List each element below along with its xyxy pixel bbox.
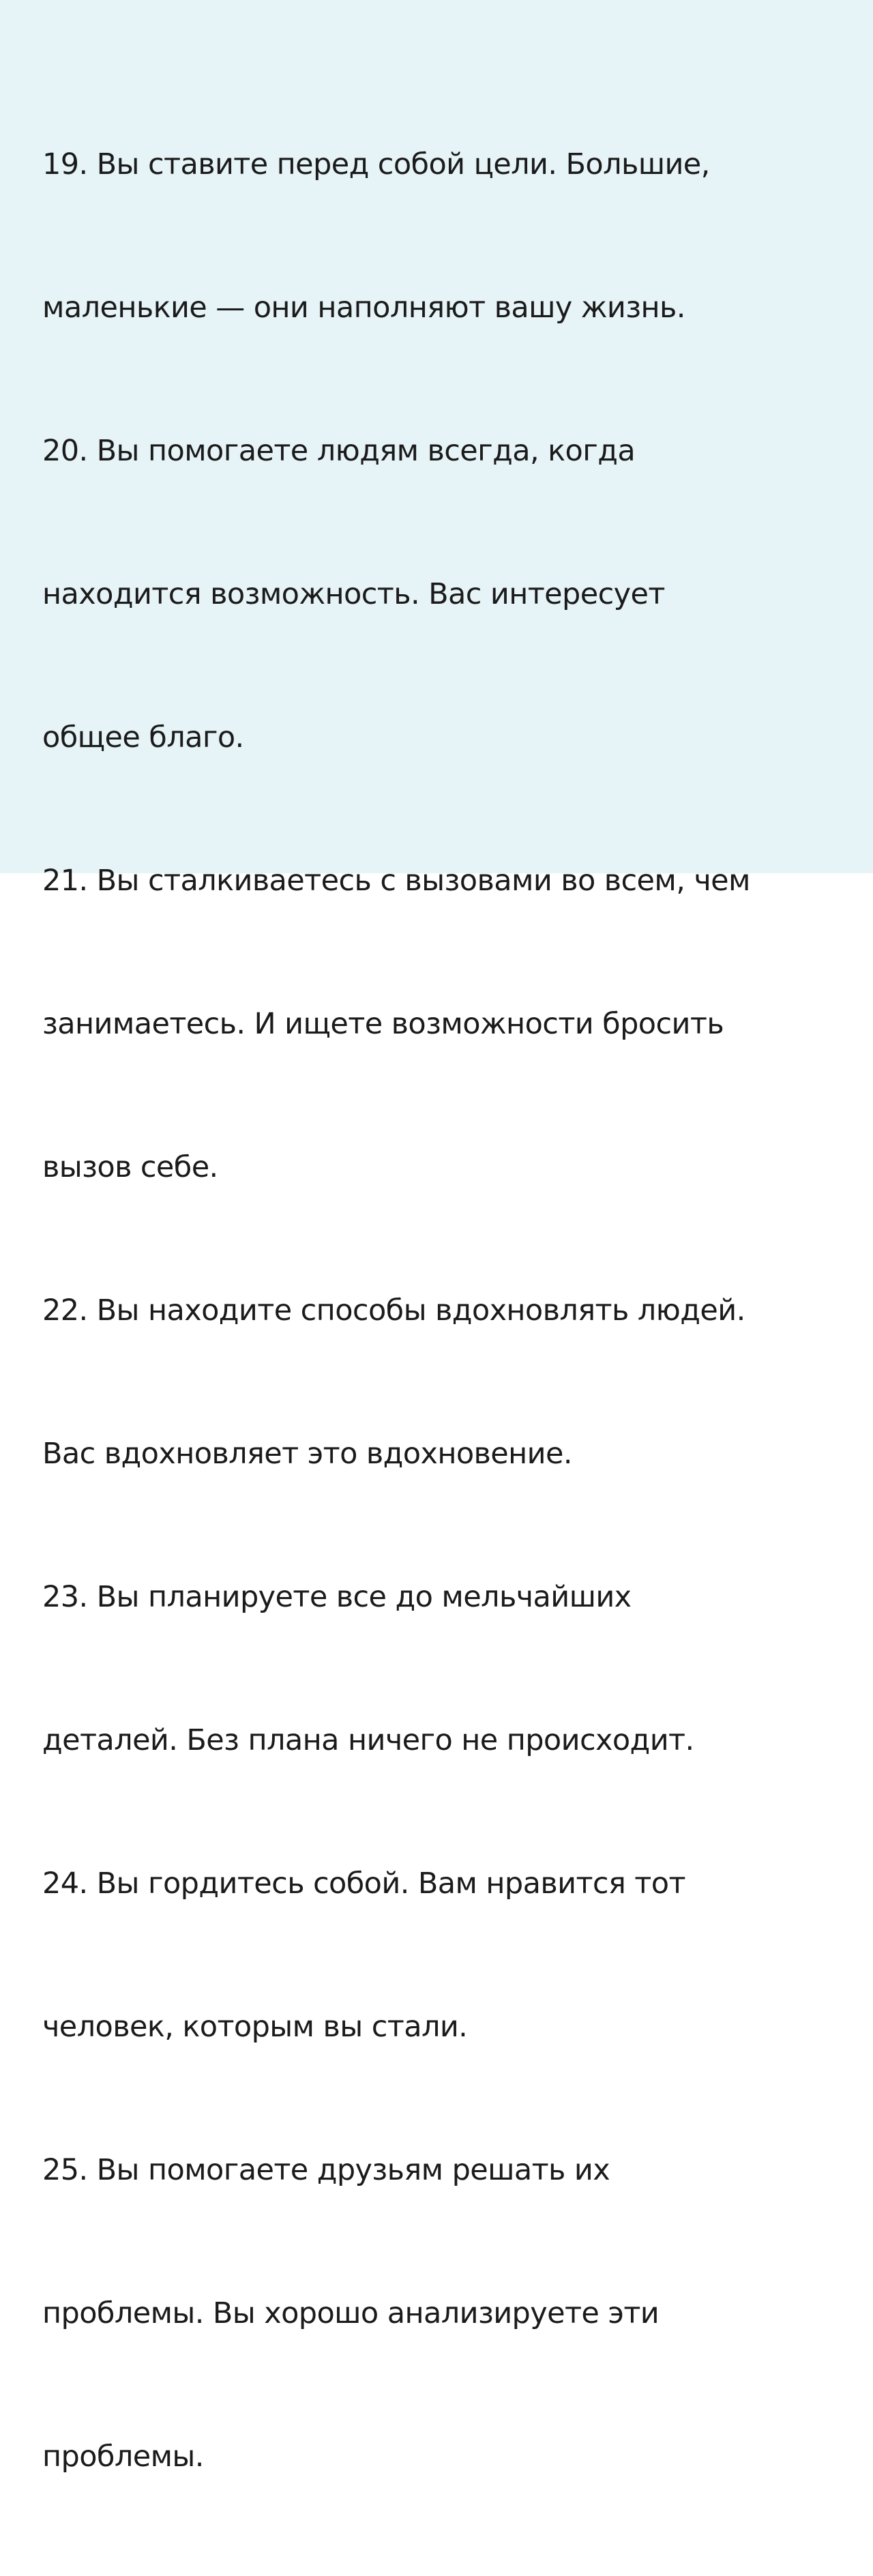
text-line: деталей. Без плана ничего не происходит. bbox=[42, 1723, 694, 1757]
text-line: проблемы. Вы хорошо анализируете эти bbox=[42, 2296, 660, 2330]
text-line: занимаетесь. И ищете возможности бросить bbox=[42, 1007, 724, 1041]
text-line: Вас вдохновляет это вдохновение. bbox=[42, 1437, 572, 1471]
text-line: вызов себе. bbox=[42, 1150, 218, 1184]
text-line: общее благо. bbox=[42, 720, 244, 755]
numbered-text-block bbox=[42, 45, 873, 2576]
text-line: 20. Вы помогаете людям всегда, когда bbox=[42, 434, 636, 468]
text-line: 21. Вы сталкиваетесь с вызовами во всем, чем bbox=[42, 864, 750, 898]
text-line: находится возможность. Вас интересует bbox=[42, 577, 665, 611]
text-line: 22. Вы находите способы вдохновлять людей. bbox=[42, 1293, 745, 1328]
text-line: маленькие — они наполняют вашу жизнь. bbox=[42, 291, 685, 325]
text-line: проблемы. bbox=[42, 2440, 204, 2474]
text-line: 24. Вы гордитесь собой. Вам нравится тот bbox=[42, 1867, 685, 1901]
text-line: 23. Вы планируете все до мельчайших bbox=[42, 1580, 632, 1614]
text-line: человек, которым вы стали. bbox=[42, 2010, 468, 2044]
text-line: 25. Вы помогаете друзьям решать их bbox=[42, 2153, 610, 2187]
text-line: 19. Вы ставите перед собой цели. Большие, bbox=[42, 147, 710, 181]
